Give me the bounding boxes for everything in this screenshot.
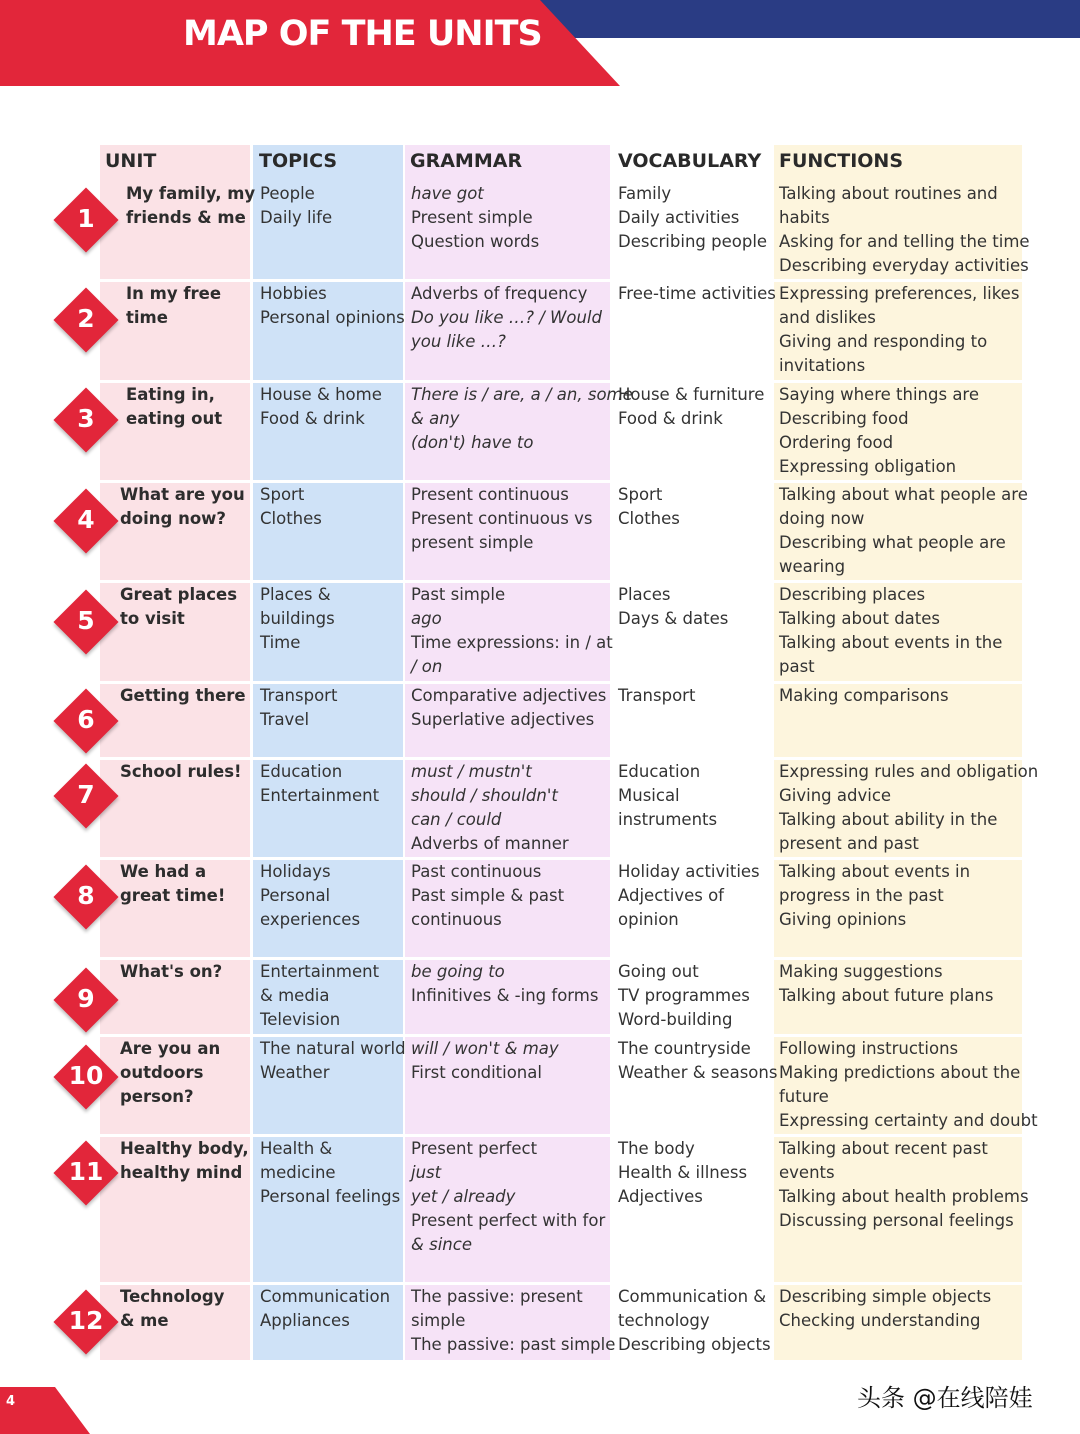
- unit-name-line: to visit: [120, 609, 185, 628]
- vocabulary-cell-line: Communication &: [618, 1287, 767, 1306]
- functions-cell: [779, 1037, 1038, 1133]
- unit-name-line: great time!: [120, 886, 226, 905]
- functions-cell-line: Saying where things are: [779, 385, 979, 404]
- functions-cell-line: Talking about routines and: [779, 184, 998, 203]
- grammar-cell-line: you like …?: [411, 332, 506, 351]
- unit-number: 4: [77, 505, 95, 534]
- unit-name: [120, 1137, 249, 1185]
- grammar-cell: [411, 1285, 615, 1357]
- grammar-cell-line: Adverbs of frequency: [411, 284, 588, 303]
- topics-cell: [260, 960, 379, 1032]
- unit-number: 6: [77, 705, 95, 734]
- vocabulary-cell: [618, 760, 717, 832]
- functions-cell-line: Describing everyday activities: [779, 256, 1029, 275]
- topics-cell: [260, 1285, 390, 1333]
- topics-cell-line: The natural world: [260, 1039, 406, 1058]
- unit-name-line: outdoors: [120, 1063, 204, 1082]
- vocabulary-cell-line: Free-time activities: [618, 284, 776, 303]
- grammar-cell-line: There is / are, a / an, some: [411, 385, 633, 404]
- unit-name: [120, 583, 237, 631]
- topics-cell: [260, 1037, 406, 1085]
- unit-number: 12: [68, 1306, 104, 1335]
- unit-name-line: healthy mind: [120, 1163, 243, 1182]
- vocabulary-cell: [618, 383, 764, 431]
- unit-number: 11: [68, 1157, 104, 1186]
- page-number: 4: [6, 1394, 16, 1409]
- unit-name: [120, 684, 246, 708]
- topics-cell-line: People: [260, 184, 315, 203]
- grammar-cell-line: Superlative adjectives: [411, 710, 595, 729]
- functions-cell: [779, 282, 1019, 378]
- vocabulary-cell-line: Word-building: [618, 1010, 733, 1029]
- unit-name-line: Technology: [120, 1287, 225, 1306]
- topics-cell-line: Television: [260, 1010, 341, 1029]
- grammar-cell-line: Past simple: [411, 585, 506, 604]
- grammar-cell: [411, 182, 539, 254]
- unit-number: 9: [77, 984, 95, 1013]
- functions-cell-line: Discussing personal feelings: [779, 1211, 1014, 1230]
- grammar-cell: [411, 1137, 605, 1257]
- topics-cell-line: & media: [260, 986, 330, 1005]
- unit-column-header: UNIT: [105, 150, 157, 172]
- functions-cell-line: Expressing obligation: [779, 457, 957, 476]
- topics-cell-line: Daily life: [260, 208, 333, 227]
- unit-name: [126, 282, 221, 330]
- topics-cell: [260, 1137, 400, 1209]
- grammar-cell-line: The passive: present: [411, 1287, 583, 1306]
- unit-name-line: My family, my: [126, 184, 256, 203]
- vocabulary-cell-line: opinion: [618, 910, 679, 929]
- grammar-column-header: GRAMMAR: [410, 150, 523, 172]
- vocabulary-cell-line: instruments: [618, 810, 718, 829]
- topics-cell: [260, 182, 332, 230]
- grammar-cell-line: & since: [411, 1235, 472, 1254]
- vocabulary-cell: [618, 684, 695, 708]
- topics-cell: [260, 860, 360, 932]
- vocabulary-cell-line: Places: [618, 585, 671, 604]
- grammar-cell: [411, 483, 593, 555]
- functions-cell-line: Ordering food: [779, 433, 894, 452]
- functions-cell-line: Talking about dates: [779, 609, 941, 628]
- functions-cell-line: habits: [779, 208, 830, 227]
- grammar-cell-line: simple: [411, 1311, 466, 1330]
- unit-number: 1: [77, 204, 95, 233]
- topics-cell-line: Entertainment: [260, 962, 380, 981]
- functions-cell: [779, 483, 1028, 579]
- functions-cell-line: Talking about health problems: [779, 1187, 1029, 1206]
- unit-name-line: friends & me: [126, 208, 246, 227]
- functions-cell-line: Asking for and telling the time: [779, 232, 1030, 251]
- functions-cell-line: Describing places: [779, 585, 926, 604]
- functions-cell: [779, 383, 979, 479]
- vocabulary-cell-line: Holiday activities: [618, 862, 760, 881]
- functions-cell-line: Describing simple objects: [779, 1287, 992, 1306]
- grammar-cell-line: continuous: [411, 910, 502, 929]
- grammar-cell-line: Present continuous: [411, 485, 569, 504]
- vocabulary-cell: [618, 960, 750, 1032]
- vocabulary-cell-line: House & furniture: [618, 385, 765, 404]
- grammar-cell: [411, 960, 598, 1008]
- unit-number: 5: [77, 606, 95, 635]
- grammar-cell-line: must / mustn't: [411, 762, 532, 781]
- vocabulary-cell: [618, 1037, 777, 1085]
- vocabulary-cell-line: Going out: [618, 962, 699, 981]
- functions-cell-line: wearing: [779, 557, 846, 576]
- functions-cell-line: Giving and responding to: [779, 332, 988, 351]
- functions-column-header: FUNCTIONS: [779, 150, 904, 172]
- functions-cell-line: Describing what people are: [779, 533, 1006, 552]
- vocabulary-cell-line: technology: [618, 1311, 710, 1330]
- topics-cell-line: Personal feelings: [260, 1187, 401, 1206]
- topics-cell-line: Education: [260, 762, 343, 781]
- topics-cell-line: Personal opinions: [260, 308, 405, 327]
- topics-cell-line: Clothes: [260, 509, 322, 528]
- topics-cell-line: Hobbies: [260, 284, 327, 303]
- grammar-cell: [411, 583, 613, 679]
- unit-name: [126, 383, 222, 431]
- grammar-cell-line: The passive: past simple: [411, 1335, 616, 1354]
- topics-cell-line: Sport: [260, 485, 305, 504]
- vocabulary-cell: [618, 282, 776, 306]
- topics-cell-line: Food & drink: [260, 409, 365, 428]
- unit-name-line: Are you an: [120, 1039, 221, 1058]
- functions-cell-line: Describing food: [779, 409, 909, 428]
- functions-cell-line: Following instructions: [779, 1039, 959, 1058]
- functions-cell: [779, 1285, 991, 1333]
- functions-cell-line: Giving opinions: [779, 910, 907, 929]
- unit-name-line: doing now?: [120, 509, 227, 528]
- topics-cell: [260, 483, 322, 531]
- functions-cell: [779, 182, 1030, 278]
- vocabulary-cell-line: The body: [618, 1139, 695, 1158]
- topics-cell-line: medicine: [260, 1163, 336, 1182]
- grammar-cell-line: yet / already: [411, 1187, 516, 1206]
- topics-cell-line: Entertainment: [260, 786, 380, 805]
- vocabulary-cell-line: Describing objects: [618, 1335, 771, 1354]
- grammar-cell: [411, 860, 564, 932]
- functions-cell-line: Talking about events in: [779, 862, 971, 881]
- vocabulary-cell-line: Days & dates: [618, 609, 729, 628]
- functions-cell-line: Expressing rules and obligation: [779, 762, 1039, 781]
- grammar-cell: [411, 383, 633, 455]
- topics-cell: [260, 760, 379, 808]
- unit-number: 8: [77, 881, 95, 910]
- functions-cell-line: Talking about events in the: [779, 633, 1003, 652]
- grammar-cell-line: Present continuous vs: [411, 509, 593, 528]
- topics-cell-line: Places &: [260, 585, 331, 604]
- grammar-cell-line: present simple: [411, 533, 534, 552]
- vocabulary-cell-line: The countryside: [618, 1039, 751, 1058]
- vocabulary-cell: [618, 1137, 747, 1209]
- vocabulary-column-header: VOCABULARY: [618, 150, 762, 172]
- grammar-cell-line: Adverbs of manner: [411, 834, 569, 853]
- functions-cell-line: Giving advice: [779, 786, 892, 805]
- topics-cell-line: Travel: [260, 710, 310, 729]
- topics-cell-line: Weather: [260, 1063, 330, 1082]
- unit-name: [120, 1037, 220, 1109]
- functions-cell-line: Talking about recent past: [779, 1139, 988, 1158]
- vocabulary-cell-line: Family: [618, 184, 672, 203]
- grammar-cell-line: ago: [411, 609, 442, 628]
- unit-name-line: We had a: [120, 862, 207, 881]
- unit-name-line: What are you: [120, 485, 245, 504]
- functions-cell-line: Making suggestions: [779, 962, 943, 981]
- functions-cell-line: present and past: [779, 834, 919, 853]
- topics-cell-line: Holidays: [260, 862, 331, 881]
- unit-number: 10: [68, 1061, 104, 1090]
- unit-name-line: Getting there: [120, 686, 246, 705]
- unit-name: [126, 182, 255, 230]
- functions-cell-line: and dislikes: [779, 308, 876, 327]
- grammar-cell-line: Time expressions: in / at: [411, 633, 613, 652]
- grammar-cell-line: (don't) have to: [411, 433, 534, 452]
- functions-cell-line: progress in the past: [779, 886, 944, 905]
- functions-cell: [779, 860, 970, 932]
- vocabulary-cell-line: Clothes: [618, 509, 680, 528]
- functions-cell-line: Making comparisons: [779, 686, 949, 705]
- topics-cell: [260, 684, 337, 732]
- topics-cell-line: Time: [260, 633, 301, 652]
- functions-cell-line: invitations: [779, 356, 866, 375]
- functions-cell-line: Talking about future plans: [779, 986, 994, 1005]
- vocabulary-cell-line: Musical: [618, 786, 680, 805]
- grammar-cell-line: Infinitives & -ing forms: [411, 986, 599, 1005]
- functions-cell-line: past: [779, 657, 815, 676]
- functions-cell-line: events: [779, 1163, 835, 1182]
- grammar-cell-line: have got: [411, 184, 484, 203]
- functions-cell-line: Making predictions about the: [779, 1063, 1021, 1082]
- grammar-cell-line: Do you like …? / Would: [411, 308, 602, 327]
- unit-name: [120, 860, 225, 908]
- unit-name-line: In my free: [126, 284, 222, 303]
- vocabulary-cell-line: Adjectives: [618, 1187, 703, 1206]
- vocabulary-cell-line: Education: [618, 762, 701, 781]
- vocabulary-cell-line: Health & illness: [618, 1163, 748, 1182]
- grammar-cell-line: / on: [411, 657, 443, 676]
- vocabulary-cell-line: Transport: [618, 686, 696, 705]
- grammar-cell-line: Comparative adjectives: [411, 686, 607, 705]
- functions-cell: [779, 1137, 1029, 1233]
- grammar-cell-line: Present simple: [411, 208, 533, 227]
- unit-name: [120, 760, 242, 784]
- topics-cell-line: experiences: [260, 910, 361, 929]
- grammar-cell-line: Present perfect with for: [411, 1211, 606, 1230]
- grammar-cell-line: First conditional: [411, 1063, 542, 1082]
- unit-name-line: Healthy body,: [120, 1139, 249, 1158]
- vocabulary-cell: [618, 583, 728, 631]
- vocabulary-cell: [618, 860, 760, 932]
- functions-cell-line: future: [779, 1087, 829, 1106]
- functions-cell-line: Talking about what people are: [779, 485, 1028, 504]
- vocabulary-cell-line: Adjectives of: [618, 886, 724, 905]
- unit-name-line: Eating in,: [126, 385, 215, 404]
- vocabulary-cell: [618, 1285, 771, 1357]
- grammar-cell: [411, 760, 569, 856]
- functions-cell: [779, 760, 1038, 856]
- functions-cell-line: Expressing preferences, likes: [779, 284, 1020, 303]
- unit-number: 7: [77, 780, 95, 809]
- topics-cell-line: House & home: [260, 385, 382, 404]
- functions-cell-line: Checking understanding: [779, 1311, 981, 1330]
- unit-name: [120, 960, 222, 984]
- vocabulary-cell: [618, 483, 680, 531]
- functions-cell-line: Expressing certainty and doubt: [779, 1111, 1038, 1130]
- watermark: 头条 @在线陪娃: [857, 1384, 1033, 1412]
- grammar-cell-line: be going to: [411, 962, 505, 981]
- unit-number: 2: [77, 304, 95, 333]
- functions-cell: [779, 684, 949, 708]
- vocabulary-cell-line: Food & drink: [618, 409, 723, 428]
- grammar-cell-line: Question words: [411, 232, 540, 251]
- grammar-cell-line: Present perfect: [411, 1139, 538, 1158]
- vocabulary-cell-line: Daily activities: [618, 208, 740, 227]
- grammar-cell-line: & any: [411, 409, 460, 428]
- functions-cell-line: Talking about ability in the: [779, 810, 998, 829]
- vocabulary-cell-line: TV programmes: [618, 986, 750, 1005]
- grammar-cell-line: will / won't & may: [411, 1039, 559, 1058]
- unit-number: 3: [77, 404, 95, 433]
- topics-cell: [260, 282, 405, 330]
- unit-name: [120, 1285, 224, 1333]
- vocabulary-cell-line: Weather & seasons: [618, 1063, 778, 1082]
- functions-cell: [779, 583, 1002, 679]
- topics-cell: [260, 383, 382, 431]
- grammar-cell: [411, 282, 602, 354]
- topics-cell-line: Personal: [260, 886, 331, 905]
- unit-name-line: time: [126, 308, 168, 327]
- unit-name: [120, 483, 245, 531]
- topics-cell-line: Transport: [260, 686, 338, 705]
- topics-cell-line: buildings: [260, 609, 335, 628]
- header-blue-band: [540, 0, 1080, 38]
- grammar-cell: [411, 684, 606, 732]
- topics-cell-line: Health &: [260, 1139, 333, 1158]
- unit-name-line: Great places: [120, 585, 238, 604]
- grammar-cell-line: just: [411, 1163, 442, 1182]
- topics-column-header: TOPICS: [259, 150, 338, 172]
- vocabulary-cell: [618, 182, 767, 254]
- unit-name-line: person?: [120, 1087, 194, 1106]
- vocabulary-cell-line: Describing people: [618, 232, 768, 251]
- grammar-cell-line: Past simple & past: [411, 886, 565, 905]
- grammar-cell-line: Past continuous: [411, 862, 542, 881]
- unit-name-line: eating out: [126, 409, 223, 428]
- functions-cell: [779, 960, 993, 1008]
- topics-cell-line: Communication: [260, 1287, 391, 1306]
- grammar-cell-line: can / could: [411, 810, 502, 829]
- topics-cell-line: Appliances: [260, 1311, 350, 1330]
- grammar-cell: [411, 1037, 559, 1085]
- unit-name-line: School rules!: [120, 762, 242, 781]
- unit-name-line: What's on?: [120, 962, 223, 981]
- topics-cell: [260, 583, 335, 655]
- vocabulary-cell-line: Sport: [618, 485, 663, 504]
- functions-cell-line: doing now: [779, 509, 865, 528]
- unit-name-line: & me: [120, 1311, 169, 1330]
- page-title: MAP OF THE UNITS: [183, 14, 542, 54]
- grammar-cell-line: should / shouldn't: [411, 786, 558, 805]
